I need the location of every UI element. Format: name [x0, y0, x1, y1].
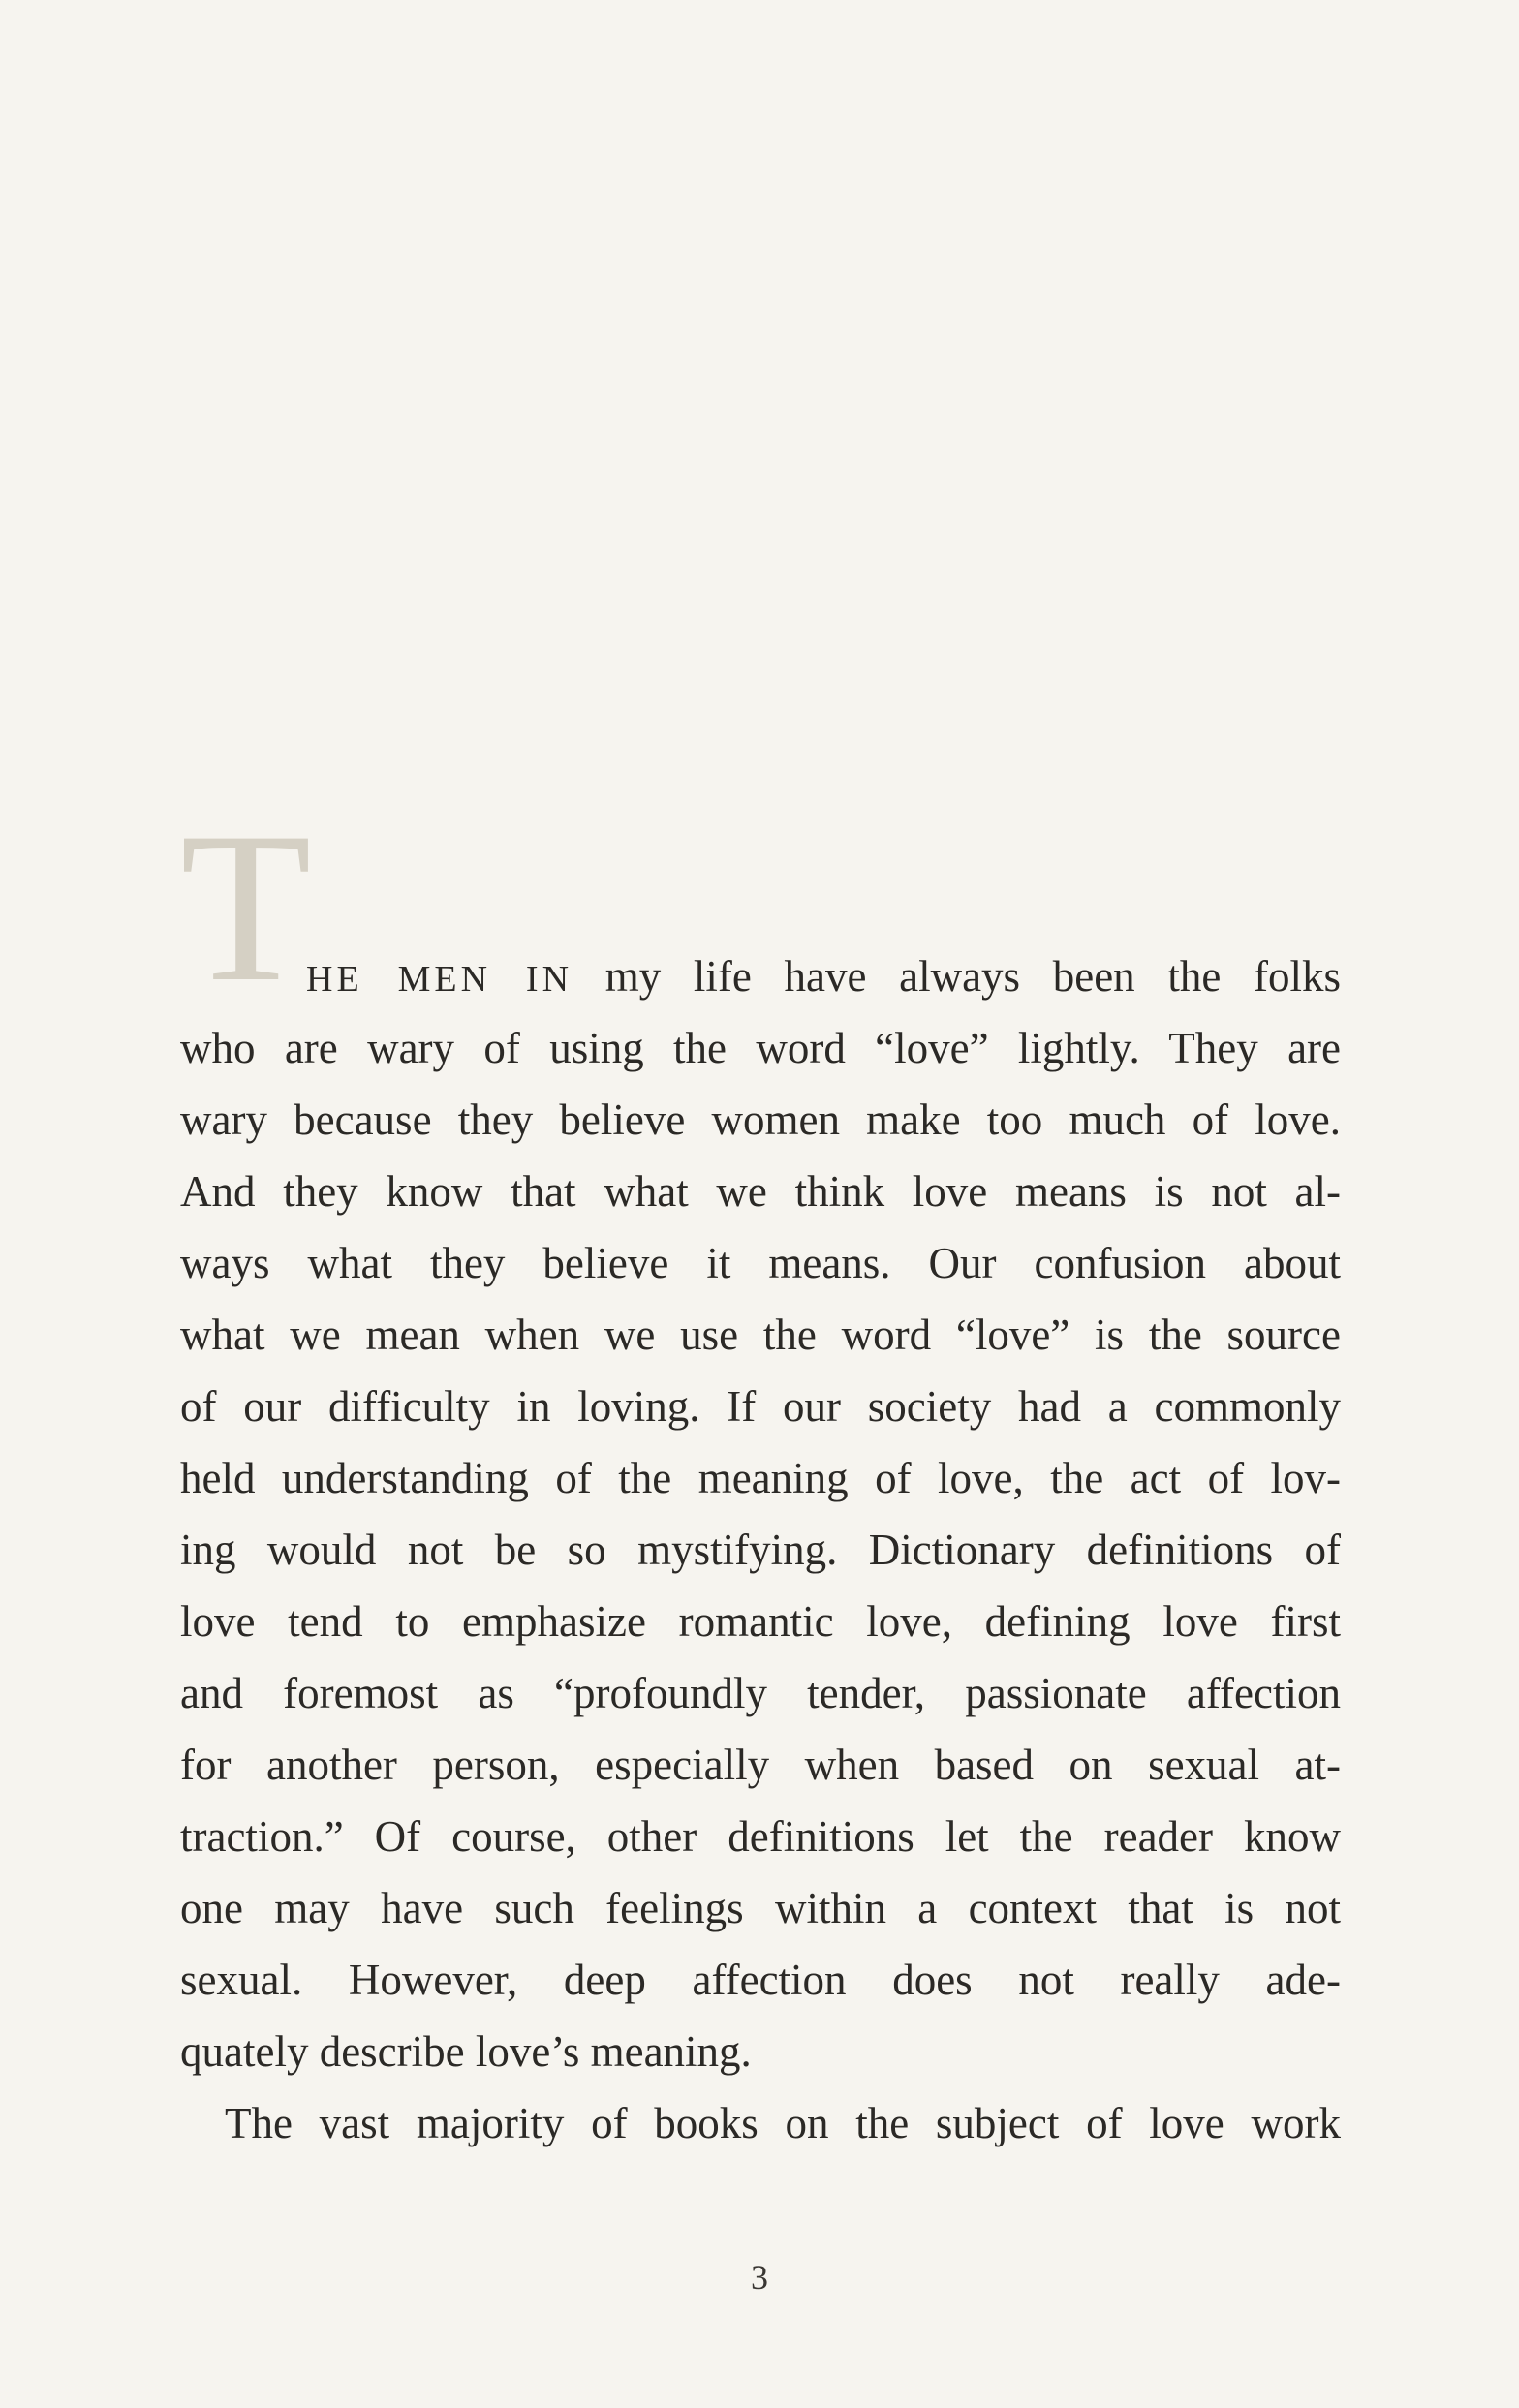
- first-line-text: my life have always been the folks: [604, 952, 1341, 1001]
- drop-cap: T: [180, 788, 312, 1027]
- body-line: wary because they believe women make too much of love.: [180, 1096, 1341, 1144]
- body-line: for another person, especially when based on sexual at-: [180, 1741, 1341, 1789]
- body-line: love tend to emphasize romantic love, defining love first: [180, 1597, 1341, 1646]
- body-line: traction.” Of course, other definitions let the reader know: [180, 1812, 1341, 1861]
- body-line: sexual. However, deep affection does not really ade-: [180, 1956, 1341, 2004]
- body-line: one may have such feelings within a context that is not: [180, 1884, 1341, 1932]
- lead-small-caps: HE MEN IN: [306, 959, 574, 1000]
- body-line: held understanding of the meaning of love, the act of lov-: [180, 1454, 1341, 1502]
- body-line: who are wary of using the word “love” lightly. They are: [180, 1024, 1341, 1072]
- page-number: 3: [751, 2258, 768, 2297]
- first-line: [306, 949, 1341, 1006]
- body-line: ways what they believe it means. Our confusion about: [180, 1239, 1341, 1287]
- body-line: ing would not be so mystifying. Dictionary definitions of: [180, 1526, 1341, 1574]
- body-line: quately describe love’s meaning.: [180, 2027, 752, 2076]
- body-line: and foremost as “profoundly tender, passionate affection: [180, 1669, 1341, 1717]
- body-line: what we mean when we use the word “love” is the source: [180, 1311, 1341, 1359]
- body-line: of our difficulty in loving. If our society had a commonly: [180, 1382, 1341, 1431]
- paragraph-2-first-line: The vast majority of books on the subject of love work: [225, 2099, 1341, 2147]
- body-line: And they know that what we think love means is not al-: [180, 1167, 1341, 1216]
